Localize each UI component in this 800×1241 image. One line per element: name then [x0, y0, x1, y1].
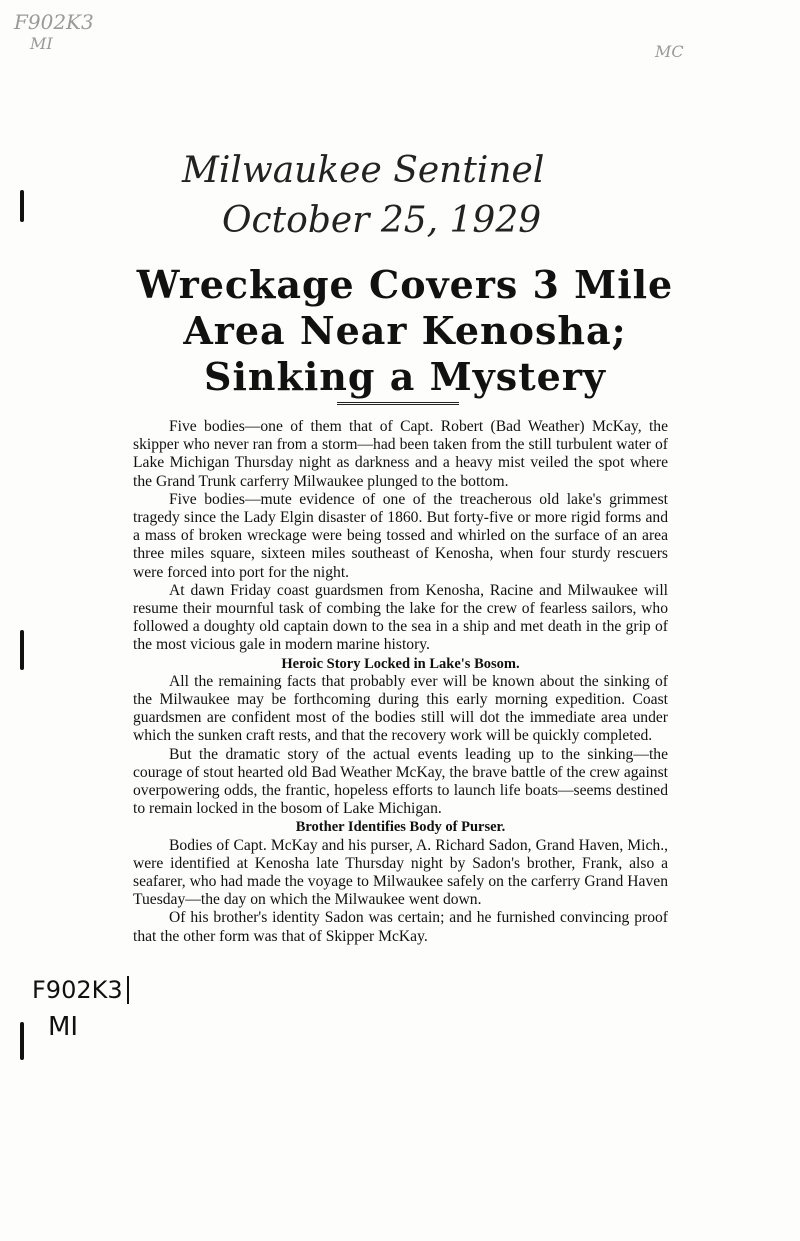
- paragraph: At dawn Friday coast guardsmen from Kenosha, Racine and Milwaukee will resume their mournful task of combing the lake for the crew of fearless sailors, who followed a doughty old captain down to the sea in a ship and met death in the grip of the most vicious gale in modern marine history.: [133, 581, 668, 654]
- top-right-note: MC: [655, 42, 684, 61]
- archive-code-stamp: F902K3: [32, 976, 129, 1004]
- paragraph: Five bodies—mute evidence of one of the treacherous old lake's grimmest tragedy since the Lady Elgin disaster of 1860. But forty-five or more rigid forms and a mass of broken wreckage were being tossed and whirled on the surface of an area three miles square, sixteen miles southeast of Kenosha, when four sturdy rescuers were forced into port for the night.: [133, 490, 668, 581]
- headline-line-1: Wreckage Covers 3 Mile: [136, 262, 674, 307]
- margin-mark: [20, 190, 24, 222]
- paragraph: But the dramatic story of the actual events leading up to the sinking—the courage of stout hearted old Bad Weather McKay, the brave battle of the crew against overpowering odds, the frantic, hopeless efforts to launch life boats—seems destined to remain locked in the bosom of Lake Michigan.: [133, 745, 668, 818]
- paragraph: Bodies of Capt. McKay and his purser, A. Richard Sadon, Grand Haven, Mich., were identified at Kenosha late Thursday night by Sadon's brother, Frank, also a seafarer, who had made the voyage to Milwaukee safely on the carferry Grand Haven Tuesday—the day on which the Milwaukee went down.: [133, 836, 668, 909]
- headline-line-2: Area Near Kenosha;: [183, 308, 627, 353]
- margin-mark: [20, 1022, 24, 1060]
- subheading: Heroic Story Locked in Lake's Bosom.: [281, 655, 520, 672]
- top-left-subnote: MI: [30, 34, 53, 53]
- subheading: Brother Identifies Body of Purser.: [295, 819, 506, 836]
- archive-code-sub: MI: [48, 1012, 79, 1042]
- paragraph: Five bodies—one of them that of Capt. Robert (Bad Weather) McKay, the skipper who never ran from a storm—had been taken from the still turbulent water of Lake Michigan Thursday night as darkness and a heavy mist veiled the spot where the Grand Trunk carferry Milwaukee plunged to the bottom.: [133, 418, 668, 490]
- margin-mark: [20, 630, 24, 670]
- paragraph: Of his brother's identity Sadon was certain; and he furnished convincing proof that the other form was that of Skipper McKay.: [133, 909, 668, 945]
- article-body: [133, 418, 668, 946]
- headline-rule: [337, 402, 459, 405]
- paragraph: All the remaining facts that probably ever will be known about the sinking of the Milwaukee may be forthcoming during this early morning expedition. Coast guardsmen are confident most of the bodies still will dot the immediate area under which the sunken craft rests, and that the recovery work will be quickly completed.: [133, 672, 668, 745]
- top-left-note: F902K3: [14, 10, 94, 34]
- headline-line-3: Sinking a Mystery: [204, 354, 606, 399]
- handwritten-date: October 25, 1929: [222, 200, 542, 241]
- handwritten-paper-name: Milwaukee Sentinel: [182, 150, 545, 191]
